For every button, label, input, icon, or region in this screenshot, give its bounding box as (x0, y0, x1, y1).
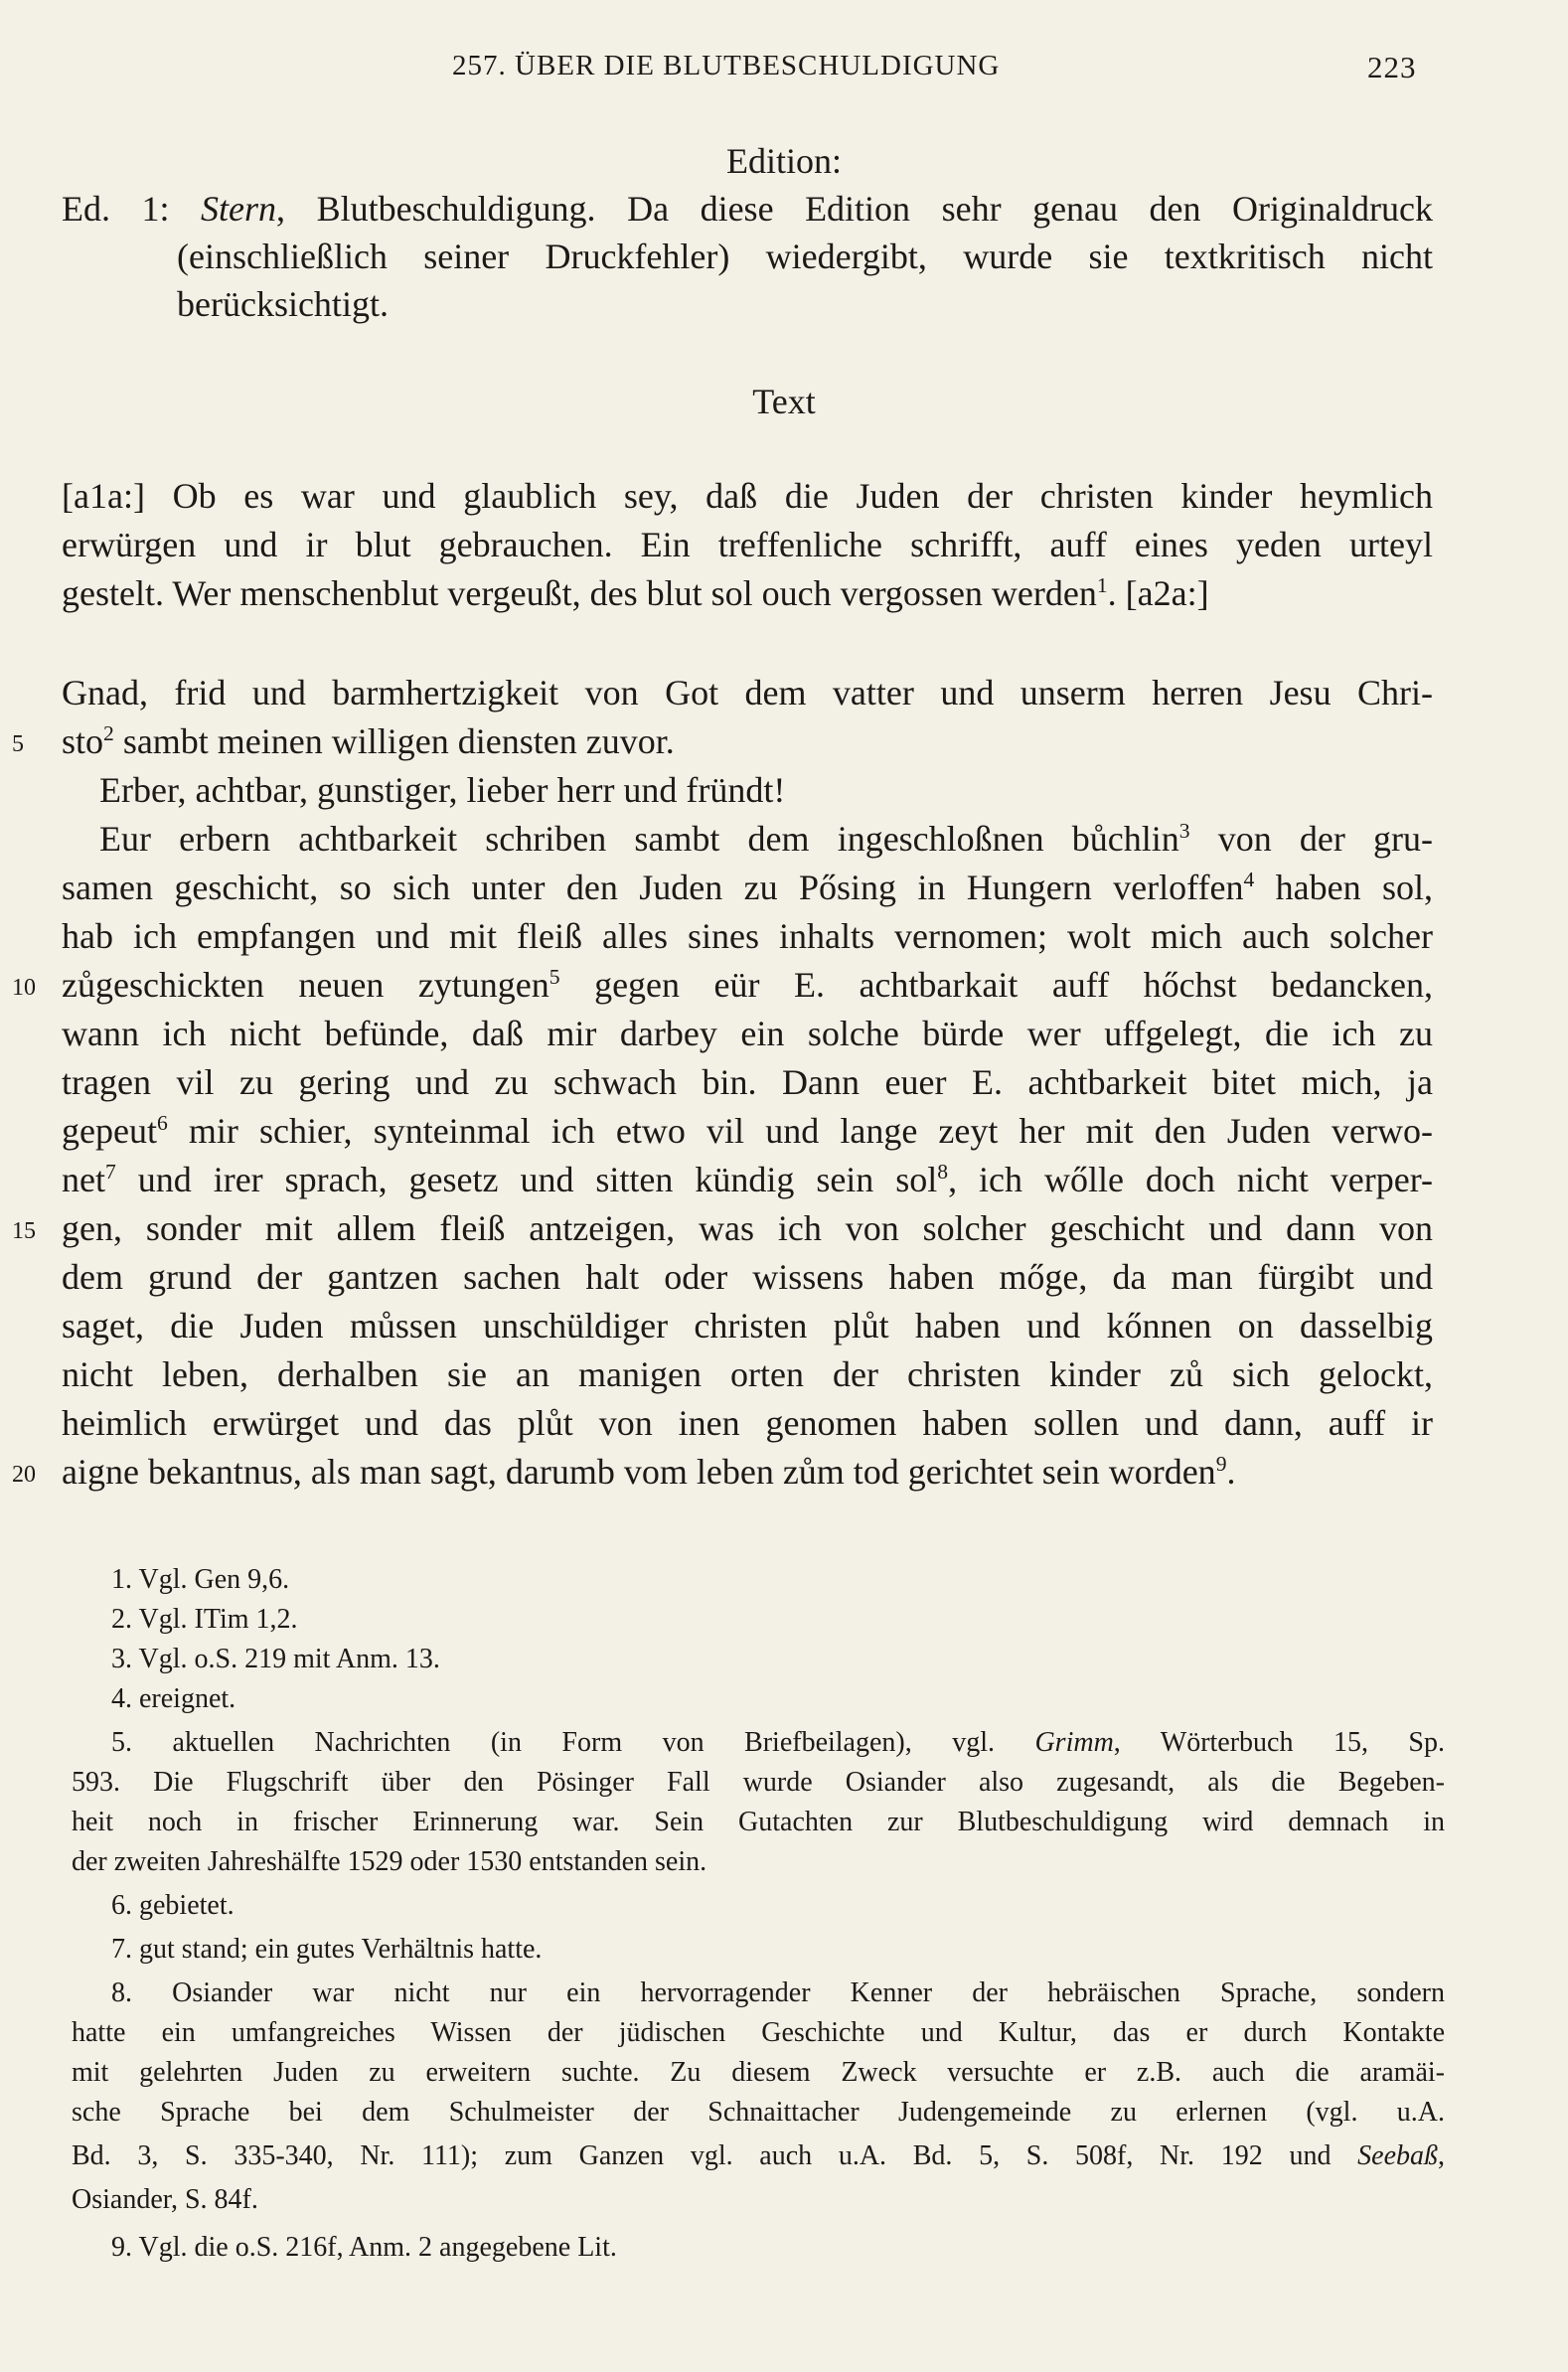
footnote-5-line-2: 593. Die Flugschrift über den Pösinger Fall wurde Osiander also zugesandt, als die Begeben- (72, 1767, 1445, 1798)
edition-line-2: (einschließlich seiner Druckfehler) wiedergibt, wurde sie textkritisch nicht (177, 237, 1433, 276)
edition-author: Stern (201, 189, 277, 229)
text-line-7-b: gegen eür E. achtbarkait auff hőchst bedancken, (559, 965, 1434, 1005)
footnote-6: 6. gebietet. (111, 1890, 235, 1921)
text-line-6: hab ich empfangen und mit fleiß alles sines inhalts vernomen; wolt mich auch solcher (62, 916, 1433, 956)
footnote-5-a: 5. aktuellen Nachrichten (in Form von Briefbeilagen), vgl. (111, 1727, 1035, 1758)
text-heading: Text (752, 382, 816, 421)
line-number-15: 15 (12, 1218, 36, 1244)
footnote-5-line-4: der zweiten Jahreshälfte 1529 oder 1530 entstanden sein. (72, 1846, 707, 1877)
text-line-17 (62, 1448, 1433, 1496)
text-line-8: wann ich nicht befünde, daß mir darbey ein solche bürde wer uffgelegt, die ich zu (62, 1014, 1433, 1053)
text-line-2-b: sambt meinen willigen diensten zuvor. (113, 721, 675, 761)
footnote-2: 2. Vgl. ITim 1,2. (111, 1604, 298, 1635)
text-line-11-a: net (62, 1160, 105, 1199)
text-line-14: saget, die Juden můssen unschüldiger christen plůt haben und kőnnen on dasselbig (62, 1306, 1433, 1345)
title-line-2: erwürgen und ir blut gebrauchen. Ein treffenliche schrifft, auff eines yeden urteyl (62, 525, 1433, 564)
footnote-5-grimm: Grimm (1034, 1727, 1114, 1758)
text-line-10-a: gepeut (62, 1111, 157, 1151)
text-line-5 (62, 864, 1433, 911)
footnote-8-seebass: Seebaß (1357, 2140, 1438, 2171)
footnote-8-line-6: Osiander, S. 84f. (72, 2184, 258, 2215)
text-line-4 (99, 815, 1433, 863)
footnote-8-e1: Bd. 3, S. 335-340, Nr. 111); zum Ganzen vgl. auch u.A. Bd. 5, S. 508f, Nr. 192 und (72, 2140, 1358, 2171)
text-line-11-c: , ich wőlle doch nicht verper- (948, 1160, 1434, 1199)
footnote-ref-4: 4 (1243, 868, 1255, 891)
text-line-11-b: und irer sprach, gesetz und sitten kündig sein sol (115, 1160, 938, 1199)
line-number-20: 20 (12, 1462, 36, 1488)
text-line-7 (62, 961, 1433, 1009)
footnote-8-line-2: hatte ein umfangreiches Wissen der jüdischen Geschichte und Kultur, das er durch Kontakte (72, 2017, 1445, 2048)
footnote-ref-2: 2 (103, 721, 114, 745)
footnote-3: 3. Vgl. o.S. 219 mit Anm. 13. (111, 1644, 440, 1674)
edition-label: Ed. 1: (62, 189, 170, 229)
footnote-ref-3: 3 (1178, 819, 1190, 843)
page-number: 223 (1367, 50, 1417, 84)
footnote-5-line-1 (111, 1723, 1445, 1763)
footnote-8-line-1: 8. Osiander war nicht nur ein hervorragender Kenner der hebräischen Sprache, sondern (111, 1977, 1445, 2008)
text-line-9: tragen vil zu gering und zu schwach bin. Dann euer E. achtbarkeit bitet mich, ja (62, 1062, 1433, 1102)
line-number-10: 10 (12, 975, 36, 1001)
running-title: 257. ÜBER DIE BLUTBESCHULDIGUNG (452, 50, 1001, 81)
footnote-ref-6: 6 (156, 1111, 168, 1135)
footnote-8-line-4: sche Sprache bei dem Schulmeister der Schnaittacher Judengemeinde zu erlernen (vgl. u.A. (72, 2097, 1445, 2128)
text-line-3: Erber, achtbar, gunstiger, lieber herr und fründt! (99, 770, 786, 810)
edition-text-1: , Blutbeschuldigung. Da diese Edition sehr genau den Originaldruck (276, 189, 1433, 229)
text-line-10 (62, 1107, 1433, 1155)
edition-heading: Edition: (726, 141, 842, 181)
text-line-1: Gnad, frid und barmhertzigkeit von Got dem vatter und unserm herren Jesu Chri- (62, 673, 1433, 712)
title-line-3-text: gestelt. Wer menschenblut vergeußt, des blut sol ouch vergossen werden (62, 573, 1097, 613)
text-line-2-a: sto (62, 721, 104, 761)
footnote-4: 4. ereignet. (111, 1683, 236, 1714)
text-line-17-b: . (1226, 1452, 1236, 1492)
footnote-ref-9: 9 (1215, 1452, 1227, 1476)
running-header (0, 50, 1568, 89)
title-line-3 (62, 569, 1433, 617)
footnote-ref-7: 7 (104, 1160, 116, 1184)
footnote-ref-1: 1 (1096, 573, 1108, 597)
footnote-ref-5: 5 (549, 965, 560, 989)
text-line-13: dem grund der gantzen sachen halt oder wissens haben mőge, da man fürgibt und (62, 1257, 1433, 1297)
footnote-9: 9. Vgl. die o.S. 216f, Anm. 2 angegebene Lit. (111, 2232, 617, 2263)
text-line-12: gen, sonder mit allem fleiß antzeigen, was ich von solcher geschicht und dann von (62, 1208, 1433, 1248)
footnote-8-line-3: mit gelehrten Juden zu erweitern suchte. Zu diesem Zweck versuchte er z.B. auch die aramäi- (72, 2057, 1445, 2088)
line-number-5: 5 (12, 731, 24, 757)
footnote-8-line-5 (72, 2136, 1445, 2176)
text-line-2 (62, 717, 1433, 765)
footnote-ref-8: 8 (937, 1160, 949, 1184)
text-line-5-a: samen geschicht, so sich unter den Juden zu Pősing in Hungern verloffen (62, 868, 1244, 907)
edition-line-3: berücksichtigt. (177, 284, 389, 324)
text-line-17-a: aigne bekantnus, als man sagt, darumb vom leben zům tod gerichtet sein worden (62, 1452, 1216, 1492)
footnote-1: 1. Vgl. Gen 9,6. (111, 1564, 290, 1595)
text-line-7-a: zůgeschickten neuen zytungen (62, 965, 549, 1005)
footnote-5-b: , Wörterbuch 15, Sp. (1113, 1727, 1445, 1758)
title-line-3-tail: . [a2a:] (1107, 573, 1209, 613)
text-line-4-b: von der gru- (1189, 819, 1433, 859)
text-line-11 (62, 1156, 1433, 1203)
footnote-5-line-3: heit noch in frischer Erinnerung war. Sein Gutachten zur Blutbeschuldigung wird demnach in (72, 1807, 1445, 1837)
text-line-10-b: mir schier, synteinmal ich etwo vil und lange zeyt her mit den Juden verwo- (167, 1111, 1433, 1151)
text-line-4-a: Eur erbern achtbarkeit schriben sambt dem ingeschloßnen bůchlin (99, 819, 1179, 859)
footnote-7: 7. gut stand; ein gutes Verhältnis hatte. (111, 1934, 543, 1965)
footnote-8-e2: , (1438, 2140, 1445, 2171)
title-line-1: [a1a:] Ob es war und glaublich sey, daß die Juden der christen kinder heymlich (62, 476, 1433, 516)
text-line-15: nicht leben, derhalben sie an manigen orten der christen kinder zů sich gelockt, (62, 1354, 1433, 1394)
text-line-5-b: haben sol, (1254, 868, 1434, 907)
text-line-16: heimlich erwürget und das plůt von inen genomen haben sollen und dann, auff ir (62, 1403, 1433, 1443)
edition-line-1 (62, 185, 1433, 233)
